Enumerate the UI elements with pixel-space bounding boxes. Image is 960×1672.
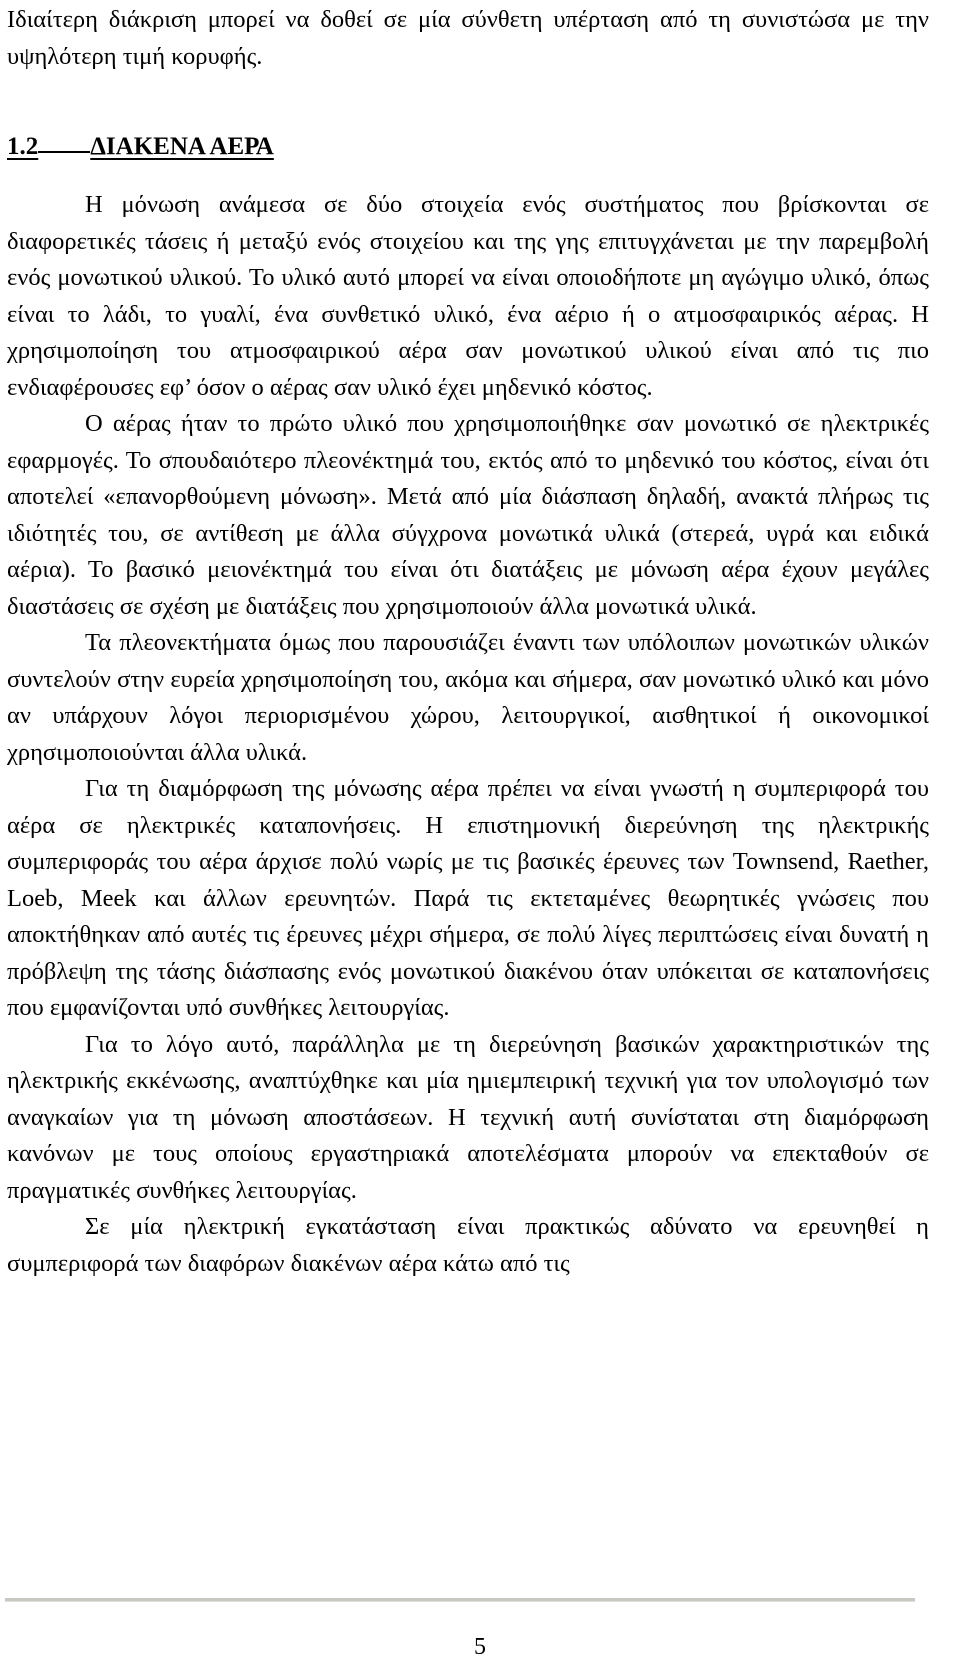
paragraph-1: Η μόνωση ανάμεσα σε δύο στοιχεία ενός συστήματος που βρίσκονται σε διαφορετικές τάσεις ή μεταξύ ενός στοιχείου και της γης επιτυγχάνεται με την παρεμβολή ενός μονωτικού υλικού. Το υλικό αυτό μπορεί να είναι οποιοδήποτε μη αγώγιμο υλικό, όπως είναι το λάδι, το γυαλί, ένα συνθετικό υλικό, ένα αέριο ή ο ατμοσφαιρικός αέρας. Η χρησιμοποίηση του ατμοσφαιρικού αέρα σαν μονωτικού υλικού είναι από τις πιο ενδιαφέρουσες εφ’ όσον ο αέρας σαν υλικό έχει μηδενικό κόστος. [7,191,929,401]
document-body [7,2,929,1282]
footer-divider [5,1598,915,1602]
section-heading [7,129,929,165]
paragraph-2: Ο αέρας ήταν το πρώτο υλικό που χρησιμοποιήθηκε σαν μονωτικό σε ηλεκτρικές εφαρμογές. Το σπουδαιότερο πλεονέκτημά του, εκτός από το μηδενικό του κόστος, είναι ότι αποτελεί «επανορθούμενη μόνωση». Μετά από μία διάσπαση δηλαδή, ανακτά πλήρως τις ιδιότητές του, σε αντίθεση με άλλα σύγχρονα μονωτικά υλικά (στερεά, υγρά και ειδικά αέρια). Το βασικό μειονέκτημά του είναι ότι διατάξεις με μόνωση αέρα έχουν μεγάλες διαστάσεις σε σχέση με διατάξεις που χρησιμοποιούν άλλα μονωτικά υλικά. [7,410,929,620]
paragraph-3: Τα πλεονεκτήματα όμως που παρουσιάζει έναντι των υπόλοιπων μονωτικών υλικών συντελούν στην ευρεία χρησιμοποίηση του, ακόμα και σήμερα, σαν μονωτικό υλικό και μόνο αν υπάρχουν λόγοι περιορισμένου χώρου, λειτουργικοί, αισθητικοί ή οικονομικοί χρησιμοποιούνται άλλα υλικά. [7,629,929,766]
page-number: 5 [474,1634,486,1660]
section-number: 1.2 [7,133,39,160]
paragraph-4: Για τη διαμόρφωση της μόνωσης αέρα πρέπει να είναι γνωστή η συμπεριφορά του αέρα σε ηλεκτρικές καταπονήσεις. Η επιστημονική διερεύνηση της ηλεκτρικής συμπεριφοράς του αέρα άρχισε πολύ νωρίς με τις βασικές έρευνες των Townsend, Raether, Loeb, Meek και άλλων ερευνητών. Παρά τις εκτεταμένες θεωρητικές γνώσεις που αποκτήθηκαν από αυτές τις έρευνες μέχρι σήμερα, σε πολύ λίγες περιπτώσεις είναι δυνατή η πρόβλεψη της τάσης διάσπασης ενός μονωτικού διακένου όταν υπόκειται σε καταπονήσεις που εμφανίζονται υπό συνθήκες λειτουργίας. [7,775,929,1021]
heading-underline-gap [38,150,90,153]
paragraph-5: Για το λόγο αυτό, παράλληλα με τη διερεύνηση βασικών χαρακτηριστικών της ηλεκτρικής εκκένωσης, αναπτύχθηκε και μία ημιεμπειρική τεχνική για τον υπολογισμό των αναγκαίων για τη μόνωση αποστάσεων. Η τεχνική αυτή συνίσταται στη διαμόρφωση κανόνων με τους οποίους εργαστηριακά αποτελέσματα μπορούν να επεκταθούν σε πραγματικές συνθήκες λειτουργίας. [7,1030,929,1204]
paragraph-6: Σε μία ηλεκτρική εγκατάσταση είναι πρακτικώς αδύνατο να ερευνηθεί η συμπεριφορά των διαφόρων διακένων αέρα κάτω από τις [7,1213,929,1277]
intro-paragraph: Ιδιαίτερη διάκριση μπορεί να δοθεί σε μία σύνθετη υπέρταση από τη συνιστώσα με την υψηλότερη τιμή κορυφής. [7,6,929,70]
section-title: ΔΙΑΚΕΝΑ ΑΕΡΑ [90,133,274,160]
